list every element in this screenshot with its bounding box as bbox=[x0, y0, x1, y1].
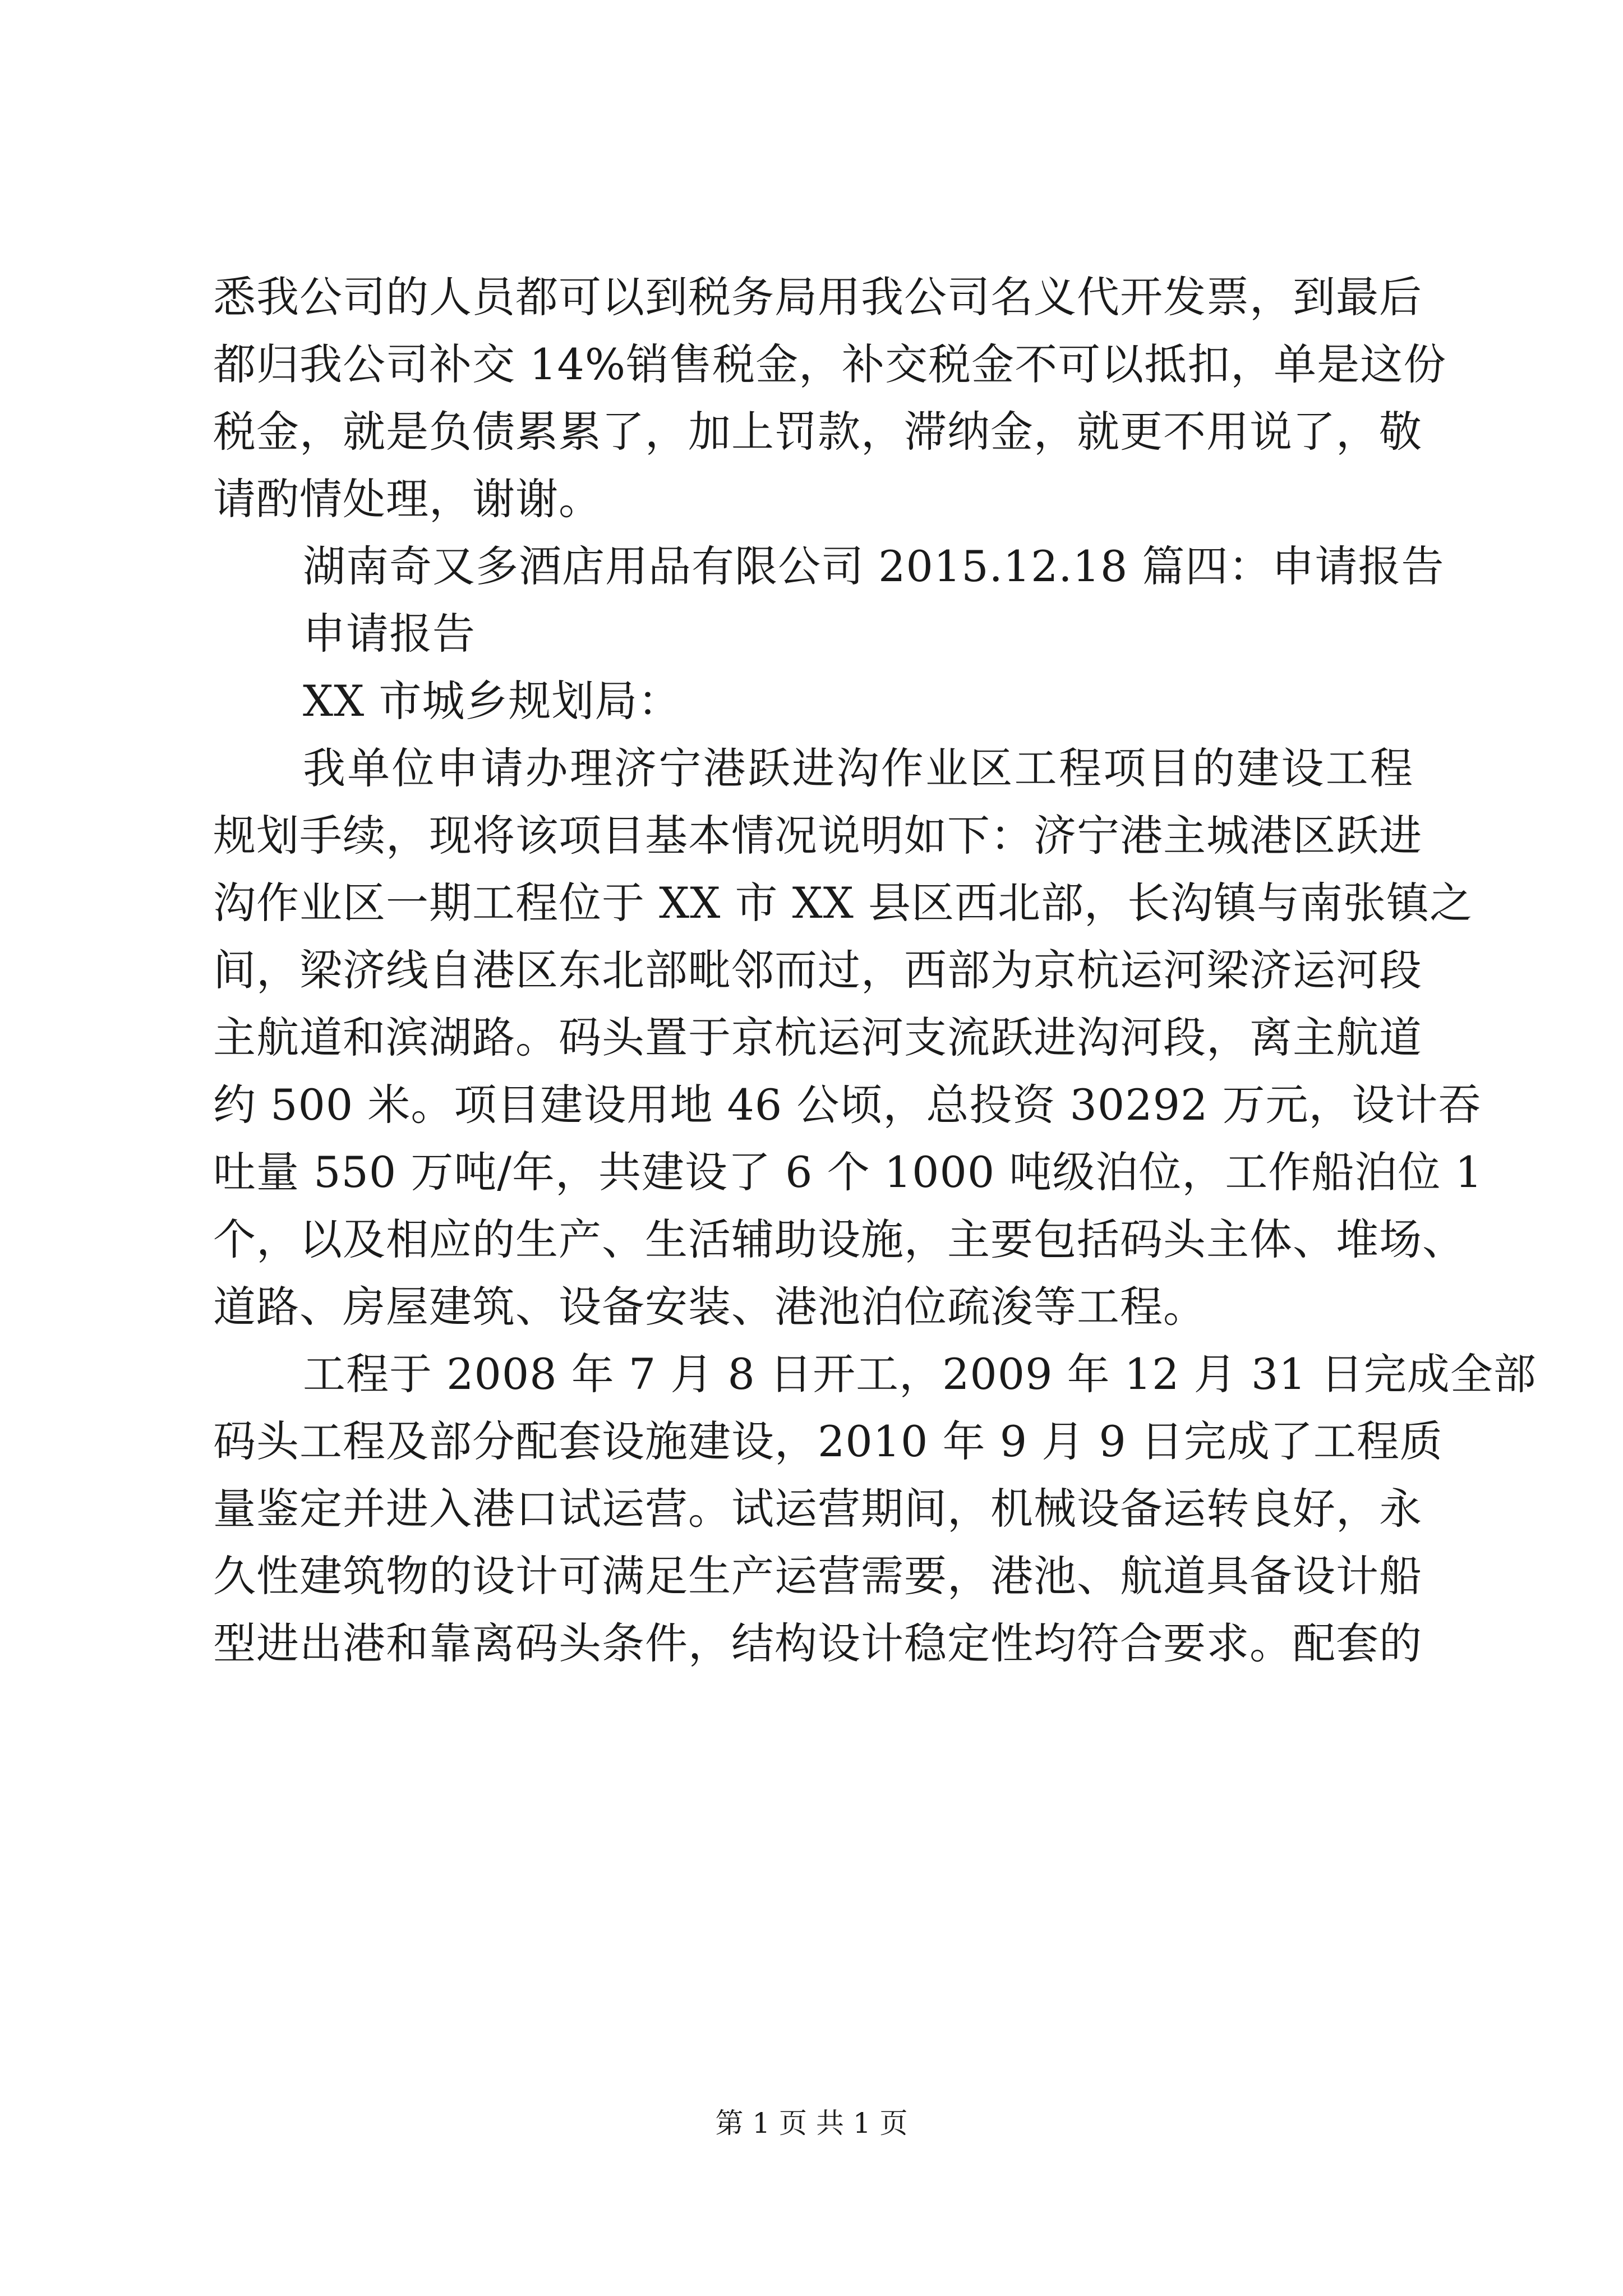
body-line: 量鉴定并进入港口试运营。试运营期间，机械设备运转良好，永 bbox=[213, 1484, 1422, 1534]
body-line: 间，梁济线自港区东北部毗邻而过，西部为京杭运河梁济运河段 bbox=[213, 945, 1422, 995]
body-line: 吐量 550 万吨/年，共建设了 6 个 1000 吨级泊位，工作船泊位 1 bbox=[213, 1147, 1483, 1197]
body-line: 型进出港和靠离码头条件，结构设计稳定性均符合要求。配套的 bbox=[213, 1618, 1422, 1668]
body-line: 码头工程及部分配套设施建设，2010 年 9 月 9 日完成了工程质 bbox=[213, 1416, 1443, 1466]
body-line: 请酌情处理，谢谢。 bbox=[213, 474, 602, 524]
body-line: 我单位申请办理济宁港跃进沟作业区工程项目的建设工程 bbox=[303, 743, 1413, 793]
section-heading: 申请报告 bbox=[303, 609, 476, 659]
body-line: 税金，就是负债累累了，加上罚款，滞纳金，就更不用说了，敬 bbox=[213, 407, 1422, 457]
document-body bbox=[213, 264, 1537, 1677]
addressee: XX 市城乡规划局： bbox=[303, 676, 681, 726]
body-line: 规划手续，现将该项目基本情况说明如下：济宁港主城港区跃进 bbox=[213, 811, 1422, 861]
body-line: 悉我公司的人员都可以到税务局用我公司名义代开发票，到最后 bbox=[213, 272, 1422, 322]
body-line: 沟作业区一期工程位于 XX 市 XX 县区西北部，长沟镇与南张镇之 bbox=[213, 878, 1473, 928]
body-line: 个，以及相应的生产、生活辅助设施，主要包括码头主体、堆场、 bbox=[213, 1214, 1465, 1264]
body-line: 工程于 2008 年 7 月 8 日开工，2009 年 12 月 31 日完成全部 bbox=[303, 1349, 1537, 1399]
body-line: 道路、房屋建筑、设备安装、港池泊位疏浚等工程。 bbox=[213, 1282, 1206, 1332]
body-line: 约 500 米。项目建设用地 46 公顷，总投资 30292 万元，设计吞 bbox=[213, 1080, 1482, 1130]
body-line: 主航道和滨湖路。码头置于京杭运河支流跃进沟河段，离主航道 bbox=[213, 1013, 1422, 1062]
signature-line: 湖南奇又多酒店用品有限公司 2015.12.18 篇四：申请报告 bbox=[303, 541, 1445, 591]
body-line: 久性建筑物的设计可满足生产运营需要，港池、航道具备设计船 bbox=[213, 1551, 1422, 1601]
body-line: 都归我公司补交 14%销售税金，补交税金不可以抵扣，单是这份 bbox=[213, 339, 1447, 389]
page-number-footer: 第 1 页 共 1 页 bbox=[715, 2107, 908, 2139]
